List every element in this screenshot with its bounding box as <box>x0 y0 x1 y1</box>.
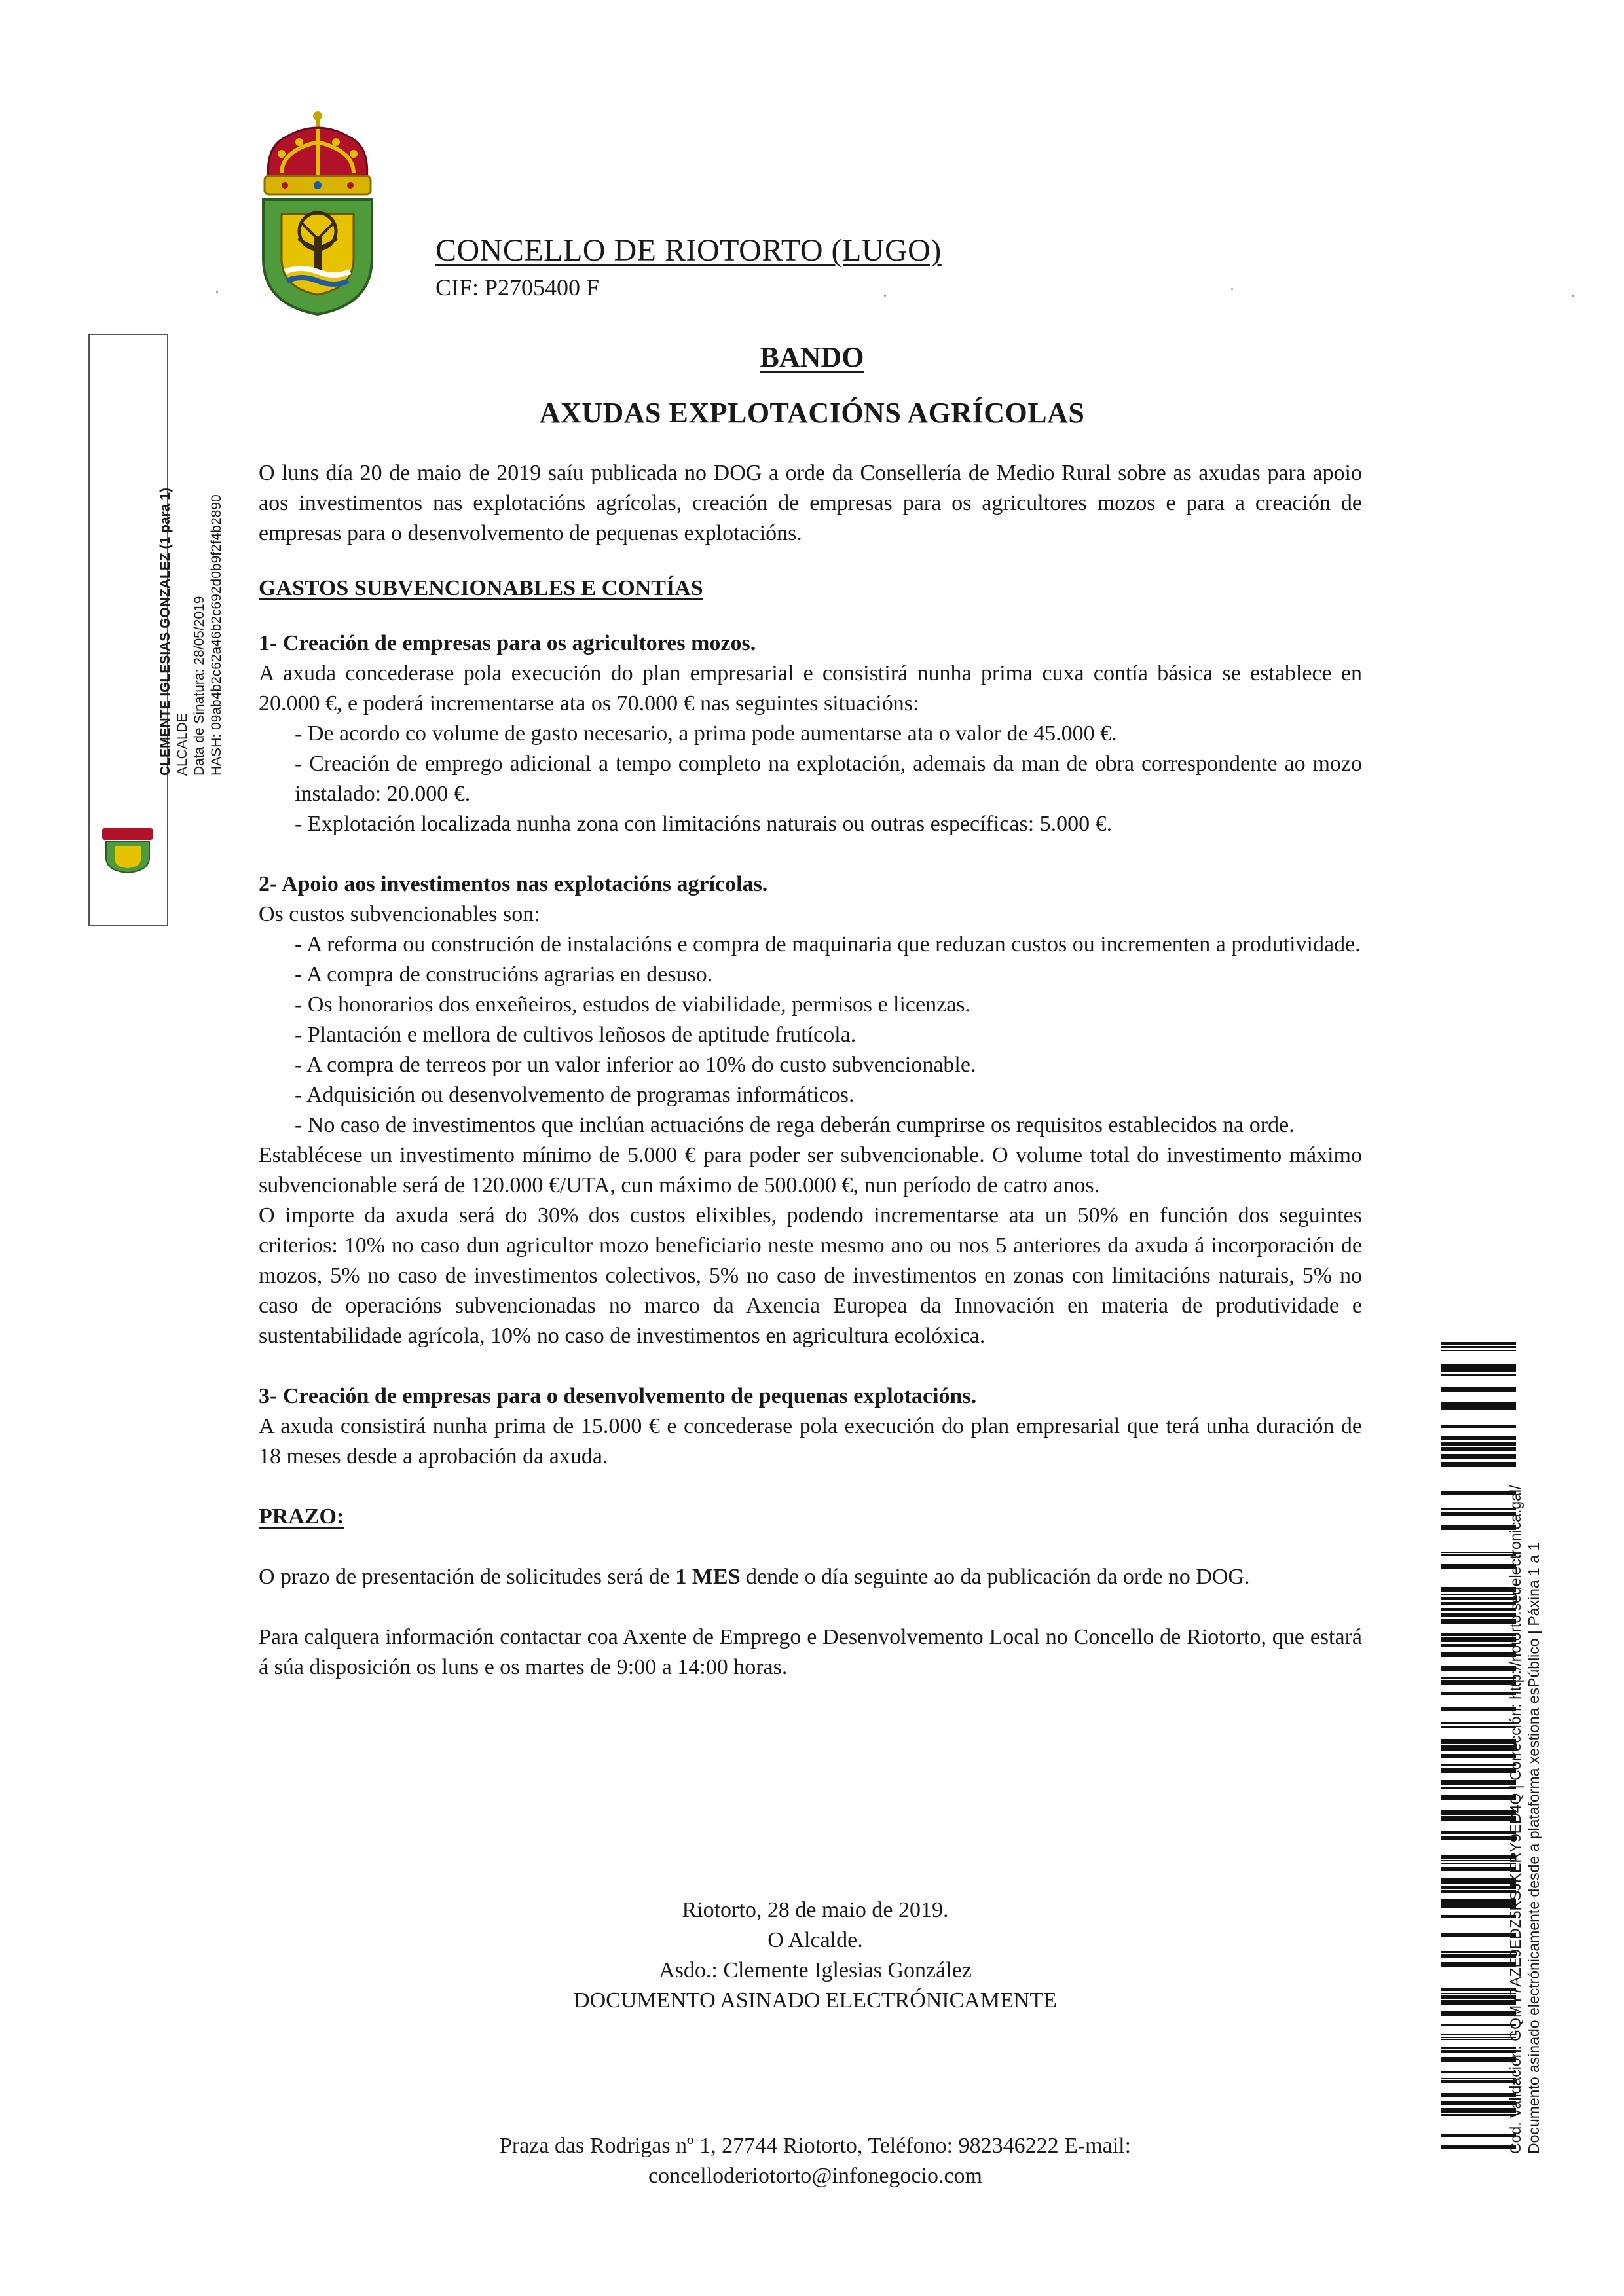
document-title: BANDO <box>760 341 864 373</box>
signature-stamp-text <box>157 488 225 776</box>
organization-name: CONCELLO DE RIOTORTO (LUGO) <box>435 233 942 268</box>
s2-item: - Os honorarios dos enxeñeiros, estudos de viabilidade, permisos e licenzas. <box>295 993 971 1017</box>
s2-item: - Plantación e mellora de cultivos leñosos de aptitude frutícola. <box>295 1023 857 1047</box>
intro-paragraph: O luns día 20 de maio de 2019 saíu publicada no DOG a orde da Consellería de Medio Rural sobre as axudas para apoio aos investimentos nas explotacións agrícolas, creación de empresas para os agricultores mozos e para a creación de empresas para o desenvolvemento de pequenas explotacións. <box>259 461 1362 545</box>
s2-heading: 2- Apoio aos investimentos nas explotacións agrícolas. <box>259 872 768 896</box>
signer-name: Asdo.: Clemente Iglesias González <box>659 1958 972 1982</box>
document-subtitle: AXUDAS EXPLOTACIÓNS AGRÍCOLAS <box>539 397 1085 429</box>
s2-item: - Adquisición ou desenvolvemento de programas informáticos. <box>295 1083 855 1107</box>
scan-speck <box>884 295 886 297</box>
s2-paragraph: Establécese un investimento mínimo de 5.000 € para poder ser subvencionable. O volume total do investimento máximo subvencionable será de 120.000 €/UTA, cun máximo de 500.000 €, nun período de catro anos. <box>259 1143 1362 1197</box>
scan-speck <box>1572 295 1574 297</box>
stamp-hash: HASH: 09ab4b2c62a46b2c692d0b9f2f4b2890 <box>209 494 224 776</box>
scan-speck <box>216 291 218 293</box>
coat-of-arms-logo <box>255 108 380 318</box>
scan-speck <box>1231 288 1233 290</box>
footer-address: Praza das Rodrigas nº 1, 27744 Riotorto, Teléfono: 982346222 E-mail: <box>499 2134 1132 2158</box>
prazo-paragraph <box>259 1562 1362 1592</box>
prazo-duration: 1 MES <box>675 1565 741 1589</box>
signature-block <box>262 1895 1369 2016</box>
stamp-date: Data de Sinatura: 28/05/2019 <box>192 596 207 776</box>
validation-line-2: Documento asinado electrónicamente desde a plataforma xestiona esPúblico | Páxina 1 a 1 <box>1525 1542 1542 2154</box>
validation-barcode <box>1441 1342 1516 2154</box>
small-coat-of-arms-logo <box>98 825 157 874</box>
s2-text: Os custos subvencionables son: <box>259 902 540 926</box>
signer-role: O Alcalde. <box>767 1928 863 1952</box>
s2-paragraph: O importe da axuda será do 30% dos custos elixibles, podendo incrementarse ata un 50% en función dos seguintes criterios: 10% no caso dun agricultor mozo beneficiario neste mesmo ano ou nos 5 anteriores da axuda á incorporación de mozos, 5% no caso de investimentos colectivos, 5% no caso de investimentos en zonas con limitacións naturais, 5% no caso de operacións subvencionadas no marco da Axencia Europea da Innovación en materia de produtividade e sustentabilidade agrícola, 10% no caso de investimentos en agricultura ecolóxica. <box>259 1203 1362 1348</box>
place-date: Riotorto, 28 de maio de 2019. <box>682 1898 949 1922</box>
footer-email: concelloderiotorto@infonegocio.com <box>648 2164 982 2188</box>
document-body <box>259 458 1362 1683</box>
contact-paragraph: Para calquera información contactar coa Axente de Emprego e Desenvolvemento Local no Concello de Riotorto, que estará á súa disposición os luns e os martes de 9:00 a 14:00 horas. <box>259 1625 1362 1679</box>
s2-item: - A compra de terreos por un valor inferior ao 10% do custo subvencionable. <box>295 1053 976 1077</box>
page-footer <box>262 2131 1369 2191</box>
s2-item: - A compra de construcións agrarias en desuso. <box>295 962 713 987</box>
s2-item: - A reforma ou construción de instalacións e compra de maquinaria que reduzan custos ou incrementen a produtividade. <box>295 932 1361 957</box>
organization-cif: CIF: P2705400 F <box>435 274 600 301</box>
validation-text <box>1506 1485 1543 2154</box>
s1-text: A axuda concederase pola execución do plan empresarial e consistirá nunha prima cuxa contía básica se establece en 20.000 €, e poderá incrementarse ata os 70.000 € nas seguintes situacións: <box>259 661 1362 716</box>
stamp-role: ALCALDE <box>175 713 190 776</box>
s2-item: - No caso de investimentos que inclúan actuacións de rega deberán cumprirse os requisitos establecidos na orde. <box>295 1113 1295 1137</box>
s1-item: - Explotación localizada nunha zona con limitacións naturais ou outras específicas: 5.000 €. <box>295 812 1113 836</box>
section-title: GASTOS SUBVENCIONABLES E CONTÍAS <box>259 576 703 600</box>
prazo-text: dende o día seguinte ao da publicación da orde no DOG. <box>740 1565 1250 1589</box>
validation-line-1: Cod. Validación: GQMY7AZE9EDZ5KSJKERY9ED4Q | Corrección: http://riotorto.sedelectronica.gal/ <box>1507 1485 1524 2154</box>
electronic-signature-note: DOCUMENTO ASINADO ELECTRÓNICAMENTE <box>574 1988 1057 2013</box>
s1-item: - Creación de emprego adicional a tempo completo na explotación, ademais da man de obra correspondente ao mozo instalado: 20.000 €. <box>295 752 1362 806</box>
prazo-heading: PRAZO: <box>259 1504 344 1529</box>
s3-heading: 3- Creación de empresas para o desenvolvemento de pequenas explotacións. <box>259 1384 977 1408</box>
s1-heading: 1- Creación de empresas para os agricultores mozos. <box>259 631 756 655</box>
s1-item: - De acordo co volume de gasto necesario, a prima pode aumentarse ata o valor de 45.000 €. <box>295 721 1117 746</box>
prazo-text: O prazo de presentación de solicitudes será de <box>259 1565 676 1589</box>
s3-text: A axuda consistirá nunha prima de 15.000 € e concederase pola execución do plan empresarial que terá unha duración de 18 meses desde a aprobación da axuda. <box>259 1414 1362 1468</box>
stamp-signer: CLEMENTE IGLESIAS GONZALEZ (1 para 1) <box>158 488 173 776</box>
